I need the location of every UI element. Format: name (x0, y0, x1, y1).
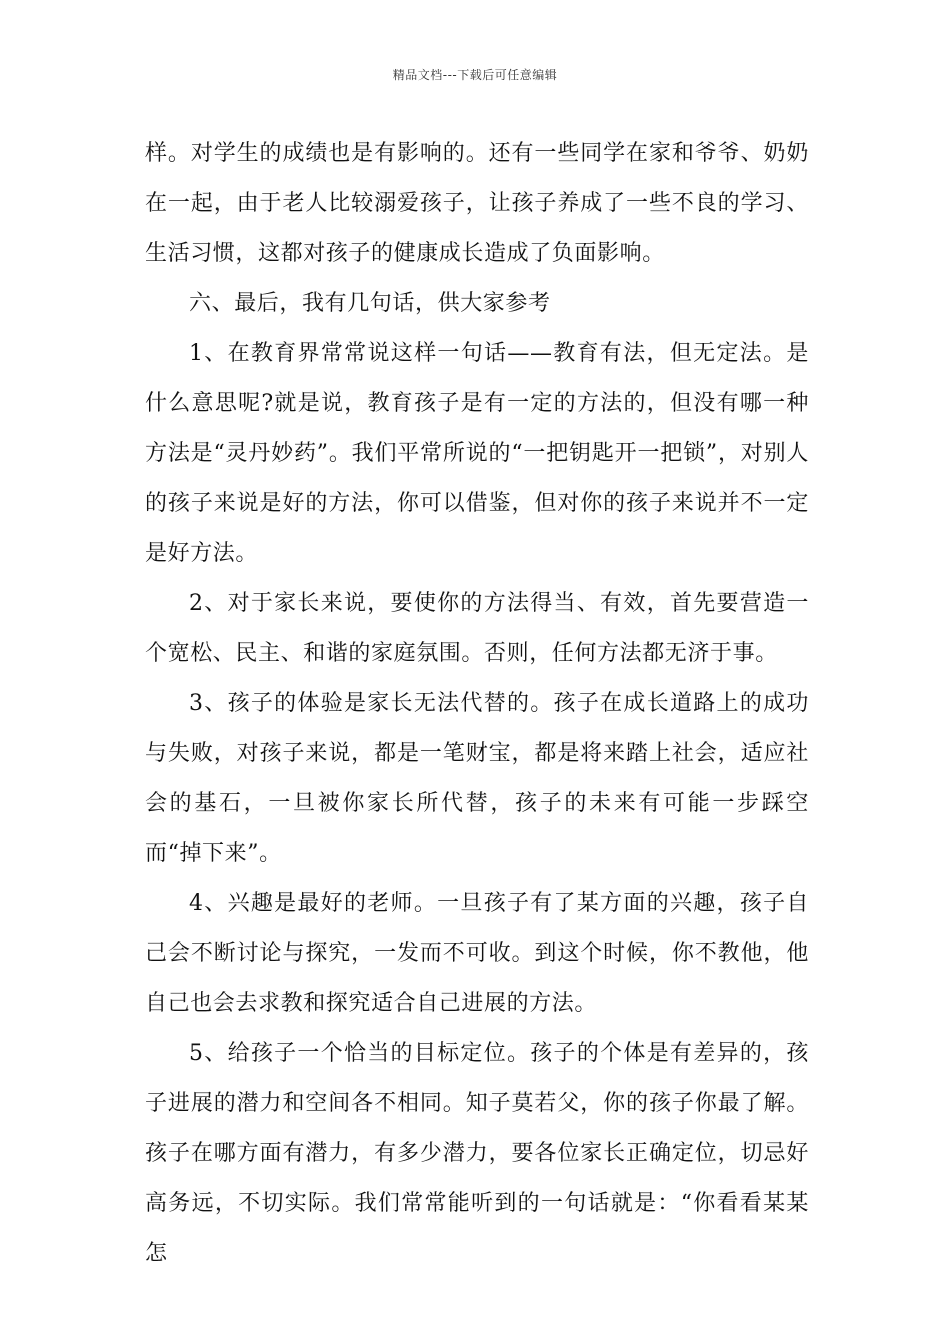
paragraph-item-4: 4、兴趣是最好的老师。一旦孩子有了某方面的兴趣，孩子自己会不断讨论与探究，一发而不可收。到这个时候，你不教他，他自己也会去求教和探究适合自己进展的方法。 (145, 891, 809, 1016)
paragraph-item-1: 1、在教育界常常说这样一句话——教育有法，但无定法。是什么意思呢?就是说，教育孩子是有一定的方法的，但没有哪一种方法是“灵丹妙药”。我们平常所说的“一把钥匙开一把锁”，对别人的孩子来说是好的方法，你可以借鉴，但对你的孩子来说并不一定是好方法。 (145, 341, 809, 566)
paragraph-item-5: 5、给孩子一个恰当的目标定位。孩子的个体是有差异的，孩子进展的潜力和空间各不相同。知子莫若父，你的孩子你最了解。孩子在哪方面有潜力，有多少潜力，要各位家长正确定位，切忌好高务远，不切实际。我们常常能听到的一句话就是：“你看看某某怎 (145, 1041, 809, 1266)
paragraph-item-3: 3、孩子的体验是家长无法代替的。孩子在成长道路上的成功与失败，对孩子来说，都是一笔财宝，都是将来踏上社会，适应社会的基石，一旦被你家长所代替，孩子的未来有可能一步踩空而“掉下来”。 (145, 691, 809, 866)
paragraph-item-2: 2、对于家长来说，要使你的方法得当、有效，首先要营造一个宽松、民主、和谐的家庭氛围。否则，任何方法都无济于事。 (145, 591, 809, 666)
section-heading-six: 六、最后，我有几句话，供大家参考 (189, 291, 551, 316)
document-body (145, 129, 809, 1279)
page-header: 精品文档---下载后可任意编辑 (392, 68, 558, 82)
paragraph-continuation: 样。对学生的成绩也是有影响的。还有一些同学在家和爷爷、奶奶在一起，由于老人比较溺爱孩子，让孩子养成了一些不良的学习、生活习惯，这都对孩子的健康成长造成了负面影响。 (145, 141, 809, 266)
